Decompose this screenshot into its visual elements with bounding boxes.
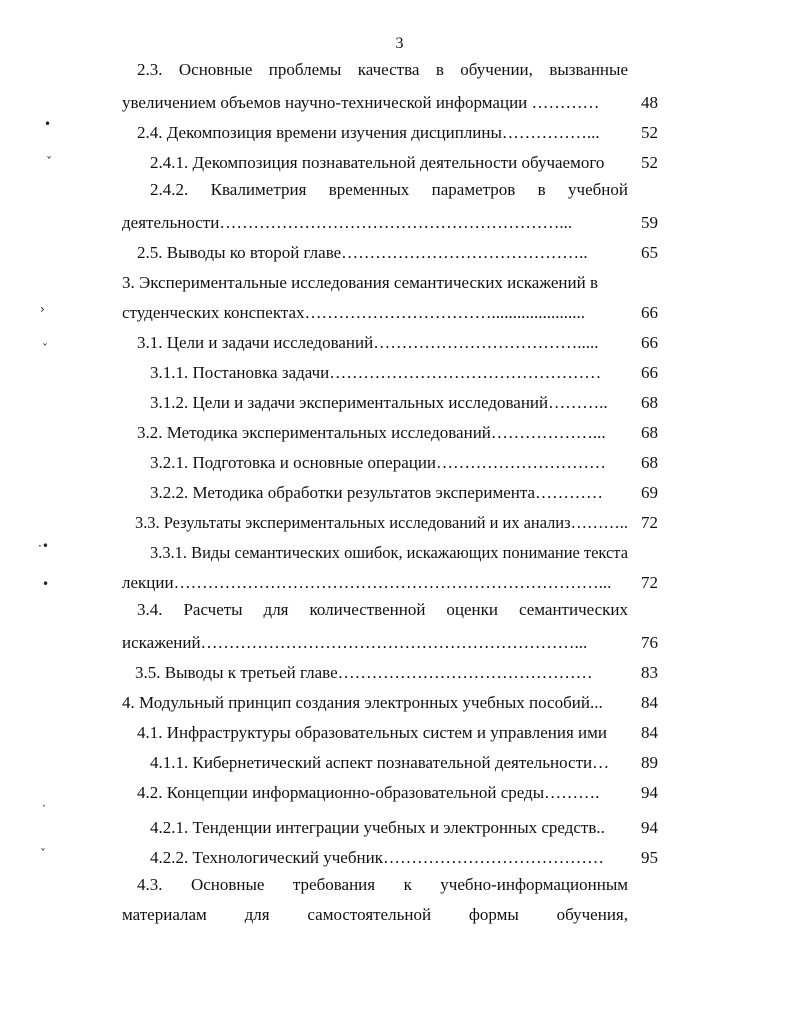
toc-word: 2.3.: [137, 60, 163, 79]
toc-entry-title: искажений…………………………………………………………...: [122, 633, 588, 652]
toc-entry: [0, 905, 799, 931]
toc-entry: [0, 330, 799, 356]
toc-word: требования: [292, 875, 376, 894]
toc-entry: [0, 750, 799, 776]
toc-word: материалам: [122, 905, 207, 924]
toc-word: семантических: [518, 600, 628, 619]
toc-entry-title: 3.1.1. Постановка задачи…………………………………………: [150, 363, 602, 382]
toc-entry-title: 3.2.1. Подготовка и основные операции…………………………: [150, 453, 607, 472]
toc-page-number: 59: [641, 213, 658, 232]
toc-page-number: 66: [641, 303, 658, 322]
toc-word: учебной: [568, 180, 628, 199]
toc-page-number: 89: [641, 753, 658, 772]
toc-word: оценки: [446, 600, 499, 619]
toc-entry: [0, 60, 799, 86]
scan-speck: ˇ: [42, 342, 48, 356]
toc-entry-title: студенческих конспектах……………………………......................: [122, 303, 586, 322]
toc-entry-title: 4.1.1. Кибернетический аспект познавательной деятельности…: [150, 753, 610, 772]
toc-word: учебно-информационным: [440, 875, 628, 894]
toc-entry: [0, 450, 799, 476]
toc-entry: [0, 480, 799, 506]
toc-word: 2.4.2.: [150, 180, 189, 199]
toc-entry-title: 4.2.2. Технологический учебник…………………………………: [150, 848, 604, 867]
scan-speck: ·•: [38, 539, 49, 553]
toc-page-number: 52: [641, 123, 658, 142]
toc-word: формы: [468, 905, 519, 924]
toc-entry: [0, 210, 799, 236]
scan-speck: ˇ: [40, 847, 46, 861]
toc-word: в: [435, 60, 444, 79]
toc-word: к: [403, 875, 412, 894]
toc-entry-title: 4.2.1. Тенденции интеграции учебных и электронных средств..: [150, 818, 605, 837]
toc-entry: [0, 117, 799, 146]
toc-page-number: 95: [641, 848, 658, 867]
toc-entry: [0, 510, 799, 536]
toc-entry: [0, 150, 799, 176]
toc-entry: [0, 815, 799, 841]
toc-page-number: 94: [641, 818, 658, 837]
scan-speck: ˇ: [46, 155, 52, 169]
toc-entry-title: увеличением объемов научно-технической информации …………: [122, 93, 600, 112]
toc-page-number: 84: [641, 723, 658, 742]
toc-word: самостоятельной: [307, 905, 432, 924]
toc-entry: [0, 420, 799, 446]
toc-entry: [0, 630, 799, 656]
toc-page-number: 66: [641, 363, 658, 382]
toc-entry-title: 4.1. Инфраструктуры образовательных систем и управления ими: [137, 723, 607, 742]
toc-entry: [0, 240, 799, 266]
toc-page-number: 52: [641, 153, 658, 172]
toc-entry: [0, 875, 799, 901]
toc-entry-title: 3.3.1. Виды семантических ошибок, искажающих понимание текста: [150, 543, 628, 562]
toc-word: обучении,: [460, 60, 533, 79]
toc-entry-title: 4.2. Концепции информационно-образовательной среды……….: [137, 783, 600, 802]
toc-page-number: 68: [641, 453, 658, 472]
toc-entry: [0, 300, 799, 326]
toc-page-number: 72: [641, 573, 658, 592]
toc-entry-title: 4. Модульный принцип создания электронных учебных пособий...: [122, 693, 603, 712]
toc-entry: [0, 540, 799, 566]
toc-entry: [0, 720, 799, 746]
toc-word: Основные: [178, 60, 253, 79]
toc-entry-title: 3.1.2. Цели и задачи экспериментальных исследований………..: [150, 393, 608, 412]
toc-page-number: 69: [641, 483, 658, 502]
toc-entry: [0, 270, 799, 296]
toc-word: качества: [357, 60, 420, 79]
toc-entry-title: лекции…………………………………………………………………...: [122, 573, 612, 592]
toc-word: для: [244, 905, 270, 924]
toc-entry: [0, 690, 799, 716]
toc-entry: [0, 570, 799, 596]
toc-entry-title: 3.2. Методика экспериментальных исследований………………...: [137, 423, 606, 442]
toc-page-number: 66: [641, 333, 658, 352]
toc-word: Расчеты: [183, 600, 243, 619]
toc-word: количественной: [309, 600, 426, 619]
page-number: 3: [395, 35, 404, 52]
toc-entry-title: 3.2.2. Методика обработки результатов эксперимента…………: [150, 483, 604, 502]
toc-entry: [0, 180, 799, 206]
toc-word: временных: [328, 180, 410, 199]
scan-speck: ›: [40, 302, 45, 316]
scan-speck: ·: [42, 799, 46, 813]
toc-page-number: 65: [641, 243, 658, 262]
toc-page-number: 94: [641, 783, 658, 802]
toc-word: параметров: [431, 180, 516, 199]
toc-entry-title: 3.5. Выводы к третьей главе………………………………………: [135, 663, 593, 682]
toc-page-number: 83: [641, 663, 658, 682]
toc-page-number: 48: [641, 93, 658, 112]
toc-entry-title: 2.5. Выводы ко второй главе……………………………………..: [137, 243, 588, 262]
toc-page-number: 84: [641, 693, 658, 712]
scan-speck: •: [42, 577, 50, 591]
toc-entry: [0, 360, 799, 386]
toc-word: Основные: [190, 875, 265, 894]
toc-entry: [0, 390, 799, 416]
toc-entry-title: 2.4. Декомпозиция времени изучения дисциплины……………...: [137, 123, 600, 142]
toc-entry-title: 2.4.1. Декомпозиция познавательной деятельности обучаемого: [150, 153, 605, 172]
toc-entry-title: 3.1. Цели и задачи исследований……………………………….....: [137, 333, 599, 352]
toc-page-number: 68: [641, 423, 658, 442]
toc-entry: [0, 845, 799, 871]
toc-entry: [0, 660, 799, 686]
toc-word: обучения,: [556, 905, 628, 924]
toc-word: 3.4.: [137, 600, 163, 619]
toc-page-number: 68: [641, 393, 658, 412]
toc-entry: [0, 600, 799, 626]
toc-entry-title: 3.3. Результаты экспериментальных исследований и их анализ………..: [135, 513, 628, 532]
toc-word: в: [537, 180, 546, 199]
toc-page-number: 72: [641, 513, 658, 532]
toc-word: вызванные: [549, 60, 628, 79]
toc-entry-title: 3. Экспериментальные исследования семантических искажений в: [122, 273, 598, 292]
toc-word: 4.3.: [137, 875, 163, 894]
toc-page-number: 76: [641, 633, 658, 652]
toc-entry: [0, 780, 799, 806]
toc-entry: [0, 90, 799, 116]
toc-word: Квалиметрия: [210, 180, 307, 199]
toc-word: проблемы: [268, 60, 342, 79]
toc-word: для: [263, 600, 289, 619]
toc-entry-title: деятельности……………………………………………………...: [122, 213, 573, 232]
scan-speck: •: [44, 117, 52, 131]
